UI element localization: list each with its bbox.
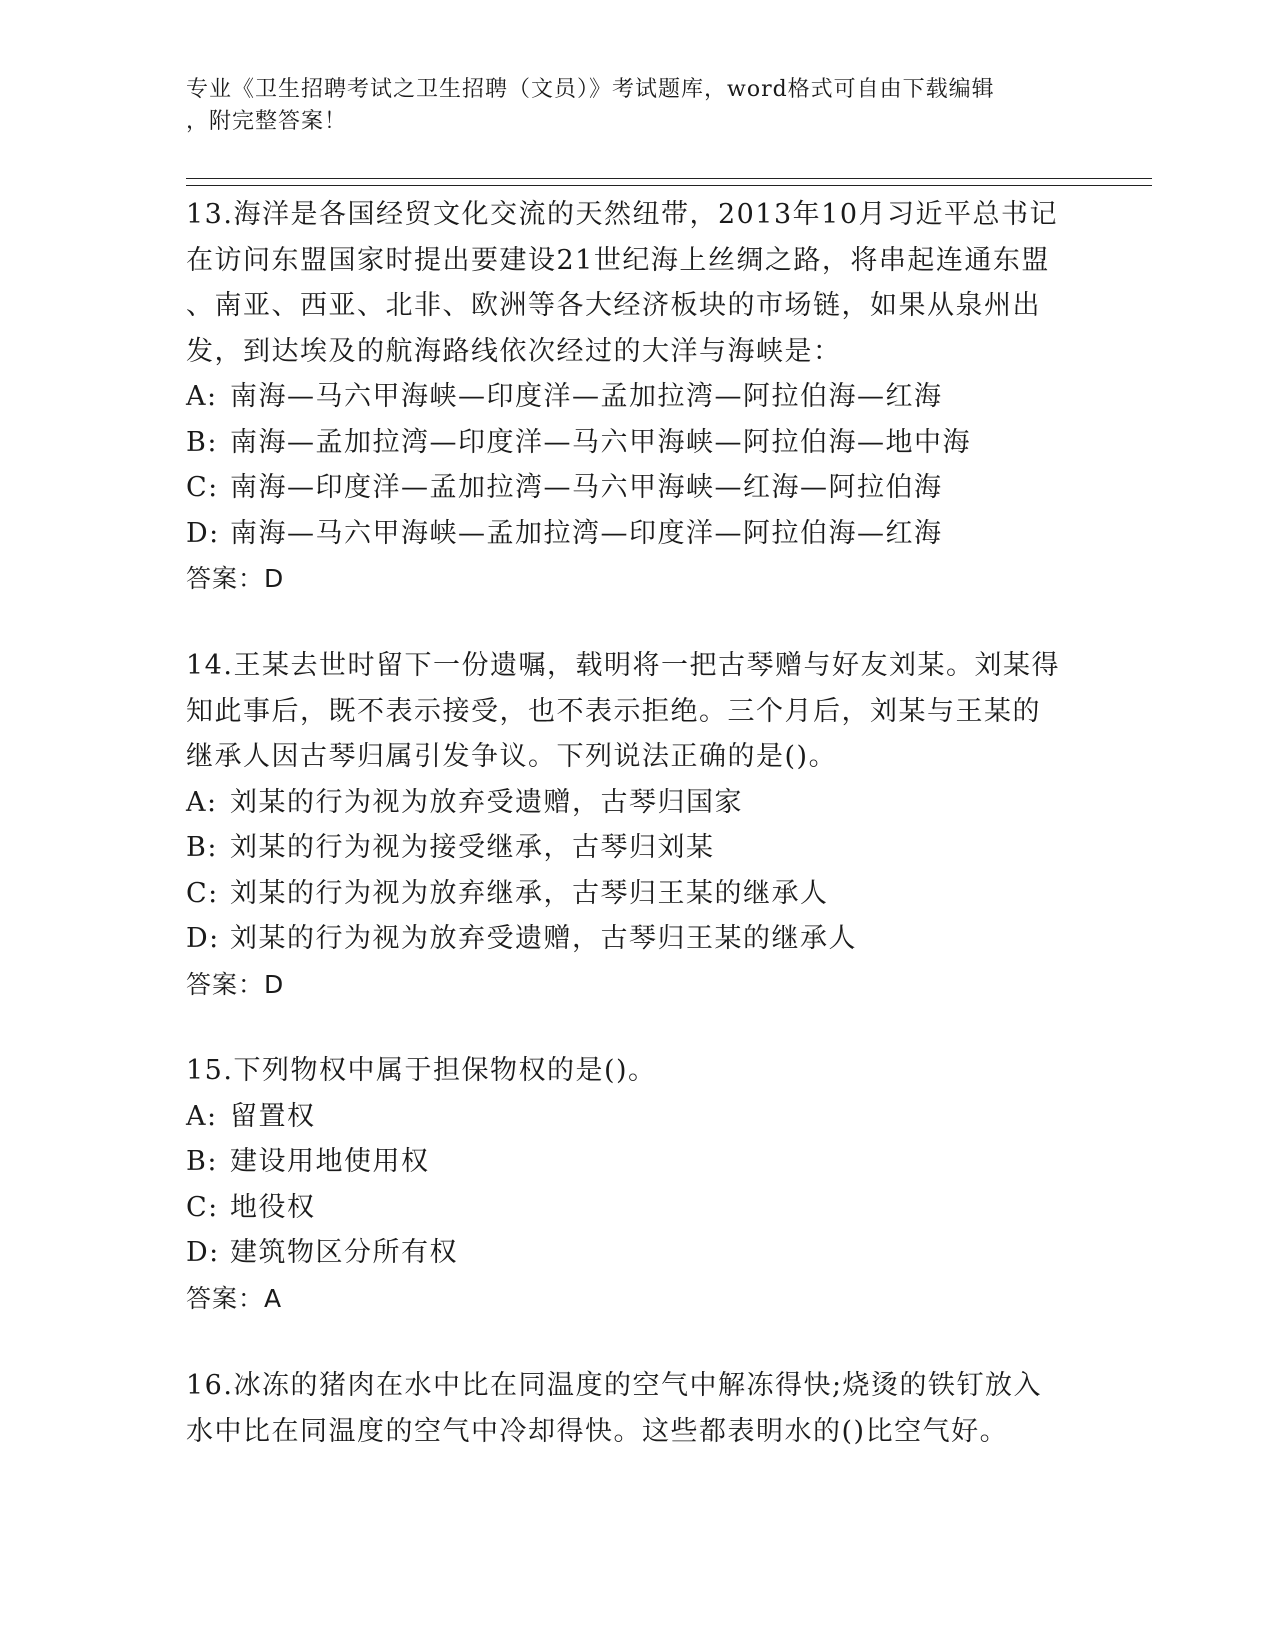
- question-stem: [186, 1048, 1086, 1094]
- header-line: 专业《卫生招聘考试之卫生招聘（文员）》考试题库，word格式可自由下载编辑: [186, 77, 995, 102]
- option-key: B:: [186, 1146, 218, 1177]
- document-header: [186, 74, 1066, 138]
- option-key: D:: [186, 923, 220, 954]
- option-b: [186, 825, 1086, 871]
- option-key: C:: [186, 1191, 219, 1223]
- option-text: 南海—印度洋—孟加拉湾—马六甲海峡—红海—阿拉伯海: [230, 472, 943, 503]
- option-text: 刘某的行为视为接受继承，古琴归刘某: [230, 832, 715, 863]
- option-text: 刘某的行为视为放弃受遗赠，古琴归王某的继承人: [230, 923, 857, 954]
- stem-line: 14.王某去世时留下一份遗嘱，载明将一把古琴赠与好友刘某。刘某得: [186, 650, 1060, 681]
- stem-line: 继承人因古琴归属引发争议。下列说法正确的是()。: [186, 741, 838, 772]
- option-key: B:: [186, 426, 218, 458]
- question-stem: [186, 643, 1086, 780]
- answer-line: 答案：D: [186, 564, 285, 593]
- option-key: C:: [186, 877, 219, 909]
- option-text: 留置权: [230, 1100, 316, 1132]
- option-text: 刘某的行为视为放弃继承，古琴归王某的继承人: [230, 877, 829, 909]
- option-key: D:: [186, 517, 220, 549]
- option-key: A:: [186, 1100, 218, 1132]
- question-stem: [186, 1363, 1086, 1454]
- option-text: 南海—马六甲海峡—孟加拉湾—印度洋—阿拉伯海—红海: [230, 517, 943, 549]
- option-key: A:: [186, 381, 218, 412]
- stem-line: 15.下列物权中属于担保物权的是()。: [186, 1055, 657, 1086]
- option-c: [186, 465, 1086, 511]
- option-d: [186, 1230, 1086, 1276]
- option-key: D:: [186, 1237, 220, 1268]
- question-15: [186, 1048, 1086, 1321]
- option-key: A:: [186, 786, 218, 818]
- option-a: [186, 1094, 1086, 1140]
- option-a: [186, 374, 1086, 420]
- stem-line: 在访问东盟国家时提出要建设21世纪海上丝绸之路，将串起连通东盟: [186, 244, 1050, 276]
- option-a: [186, 780, 1086, 826]
- option-c: [186, 871, 1086, 917]
- option-text: 刘某的行为视为放弃受遗赠，古琴归国家: [230, 786, 743, 818]
- stem-line: 13.海洋是各国经贸文化交流的天然纽带，2013年10月习近平总书记: [186, 199, 1059, 230]
- stem-line: 发，到达埃及的航海路线依次经过的大洋与海峡是：: [186, 335, 842, 367]
- option-text: 南海—马六甲海峡—印度洋—孟加拉湾—阿拉伯海—红海: [230, 381, 943, 412]
- header-line: ，附完整答案！: [186, 109, 348, 134]
- option-c: [186, 1185, 1086, 1231]
- answer-line: 答案：A: [186, 1283, 283, 1313]
- question-stem: [186, 192, 1086, 374]
- stem-line: 16.冰冻的猪肉在水中比在同温度的空气中解冻得快;烧烫的铁钉放入: [186, 1370, 1043, 1401]
- option-text: 建筑物区分所有权: [230, 1237, 458, 1268]
- stem-line: 知此事后，既不表示接受，也不表示拒绝。三个月后，刘某与王某的: [186, 695, 1041, 727]
- stem-line: 、南亚、西亚、北非、欧洲等各大经济板块的市场链，如果从泉州出: [186, 290, 1041, 321]
- option-d: [186, 511, 1086, 557]
- header-divider-top: [186, 178, 1152, 179]
- question-13: [186, 192, 1086, 602]
- answer-line: 答案：D: [186, 969, 285, 999]
- question-14: [186, 643, 1086, 1007]
- option-text: 南海—孟加拉湾—印度洋—马六甲海峡—阿拉伯海—地中海: [230, 426, 971, 458]
- option-key: B:: [186, 832, 218, 863]
- header-divider-bottom: [186, 185, 1152, 186]
- option-d: [186, 916, 1086, 962]
- option-text: 地役权: [230, 1191, 316, 1223]
- option-b: [186, 420, 1086, 466]
- question-16: [186, 1363, 1086, 1454]
- option-b: [186, 1139, 1086, 1185]
- option-key: C:: [186, 472, 219, 503]
- option-text: 建设用地使用权: [230, 1146, 430, 1177]
- stem-line: 水中比在同温度的空气中冷却得快。这些都表明水的()比空气好。: [186, 1415, 1009, 1447]
